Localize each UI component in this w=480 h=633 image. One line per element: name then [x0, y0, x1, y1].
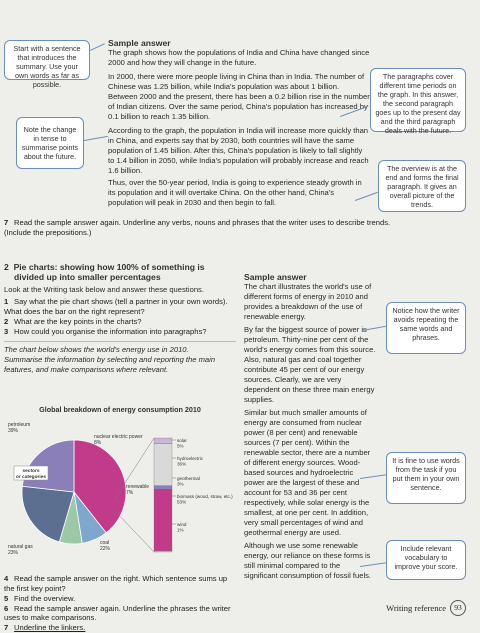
footer-label: Writing reference — [386, 603, 446, 613]
writing-task — [4, 341, 236, 375]
tip-note-text: Start with a sentence that introduces the summary. Use your own words as far as possible. — [13, 44, 81, 89]
question-text: Read the sample answer again. Underline the phrases the writer uses to make comparisons. — [4, 603, 231, 623]
pie-slice-label: petroleum — [8, 422, 31, 428]
question-item — [4, 594, 236, 604]
bar-segment — [154, 438, 172, 444]
pie-slice-label: coal — [100, 540, 110, 546]
pie-chart-figure — [4, 402, 236, 572]
sample-answer-heading: Sample answer — [108, 38, 171, 48]
bar-segment-value: 3% — [177, 481, 184, 487]
page-number: 93 — [454, 603, 462, 612]
question-text: Underline the linkers. — [14, 623, 86, 633]
sample-answer-paragraph: According to the graph, the population in India will increase more quickly than in China, and experts say that by 2030, both countries will have the same population of 1.45 billion. After this, China's population is likely to fall slightly to 1.4 billion in 2050, while India's population will probably increase and reach 1.6 billion. — [108, 126, 369, 176]
page-footer — [386, 600, 466, 616]
tip-note-text: Notice how the writer avoids repeating the same words and phrases. — [392, 306, 460, 342]
sample-answer-paragraph: Although we use some renewable energy, our reliance on these forms is still minimal compared to the significant consumption of fossil fuels. — [244, 541, 372, 581]
question-7-top — [4, 218, 394, 238]
bar-segment-label: biomass (wood, straw, etc.) — [177, 494, 233, 499]
bar-segment — [154, 444, 172, 486]
bar-segment-label: geothermal — [177, 476, 200, 481]
bar-connector — [114, 510, 154, 552]
pie-slice-label: natural gas — [8, 544, 33, 550]
question-list — [4, 297, 236, 336]
tip-note-avoid-repetition — [386, 302, 466, 354]
tip-note-use-task-words — [386, 452, 466, 504]
writing-task-line: Summarise the information by selecting and reporting the main features, and make comparisons where relevant. — [4, 355, 216, 375]
bar-segment-label: solar — [177, 438, 187, 443]
question-number: 5 — [4, 593, 9, 603]
bar-segment — [154, 486, 172, 489]
question-text: Read the sample answer on the right. Which sentence sums up the first key point? — [4, 574, 228, 593]
section-intro: Look at the Writing task below and answer these questions. — [4, 285, 204, 294]
question-item — [4, 297, 236, 317]
chart-title: Global breakdown of energy consumption 2010 — [39, 405, 201, 414]
page-number-badge — [450, 600, 466, 616]
section-2 — [4, 262, 236, 376]
tip-note-relevant-vocabulary — [386, 540, 466, 580]
pie-slice-value: 7% — [126, 490, 134, 496]
bar-segment-value: 5% — [177, 443, 184, 449]
pie-slice-value: 39% — [8, 428, 19, 434]
sectors-label: or categories — [15, 475, 47, 480]
question-number: 3 — [4, 326, 9, 336]
tip-note-overview — [378, 160, 466, 212]
section-number: 2 — [4, 262, 9, 272]
question-text: Say what the pie chart shows (tell a partner in your own words). What does the bar on the right represent? — [4, 297, 228, 316]
sample-answer-paragraph: In 2000, there were more people living in China than in India. The number of Chinese was 1.25 billion, while India's population was about 1 billion. Between 2000 and the present, there has been a 0.2 billion rise in the number of Indian citizens. Over the same period, China's population has increased by 0.1 billion to reach 1.35 billion. — [108, 72, 370, 122]
bar-segment — [154, 489, 172, 551]
connector-line — [90, 43, 105, 51]
writing-task-line: The chart below shows the world's energy use in 2010. — [4, 345, 189, 355]
connector-line — [84, 136, 108, 141]
chart-svg — [4, 402, 236, 572]
bar-segment-value: 53% — [177, 499, 187, 505]
tip-note-time-periods — [370, 68, 466, 135]
sample-answer-paragraph: The chart illustrates the world's use of different forms of energy in 2010 and provides a breakdown of the use of renewable energy. — [244, 282, 372, 322]
section-title — [4, 262, 236, 282]
question-number: 6 — [4, 603, 9, 613]
sample-answer-paragraph: Similar but much smaller amounts of energy are consumed from nuclear power (8 per cent) and renewable sources (7 per cent). Within the renewable sector, there are a number of different energy sources. Wood-based sources and hydroelectric power are the largest of these and account for 53 and 36 per cent respectively, while solar energy is the smallest, at one per cent. In addition, very small percentages of wind and geothermal energy are used. — [244, 408, 371, 538]
question-text: Read the sample answer again. Underline any verbs, nouns and phrases that the writer uses to describe trends. (Include the prepositions.) — [4, 218, 391, 237]
question-number: 4 — [4, 574, 9, 583]
tip-note-text: It is fine to use words from the task if you put them in your own sentence. — [392, 456, 460, 492]
question-number: 2 — [4, 316, 9, 326]
pie-slice-value: 23% — [8, 550, 19, 556]
sample-answer-heading: Sample answer — [244, 272, 307, 282]
question-number: 7 — [4, 218, 9, 227]
pie-slice-label: renewable — [126, 484, 150, 490]
tip-note-tense-change — [16, 117, 84, 169]
question-item — [4, 327, 236, 337]
question-list-lower — [4, 574, 236, 633]
question-number: 1 — [4, 297, 9, 307]
pie-slice-label: nuclear electric power — [94, 434, 143, 440]
pie-slice-value: 22% — [100, 546, 111, 552]
sample-answer-paragraph: Thus, over the 50-year period, India is going to experience steady growth in its population and it will overtake China. On the other hand, China's population will peak in 2030 and then begin to fall. — [108, 178, 362, 208]
bar-segment — [154, 551, 172, 552]
tip-note-text: The paragraphs cover different time periods on the graph. In this answer, the second paragraph goes up to the present day and the third paragraph deals with the future. — [375, 72, 461, 135]
tip-note-introduce-summary — [4, 40, 90, 89]
section-title-line: divided up into smaller percentages — [14, 272, 161, 282]
bar-segment-label: hydroelectric — [177, 456, 204, 461]
sample-answer-paragraph: The graph shows how the populations of India and China have changed since 2000 and how they will change in the future. — [108, 48, 370, 68]
tip-note-text: Include relevant vocabulary to improve your score. — [394, 544, 458, 571]
sample-answer-top — [108, 38, 370, 208]
bar-segment-label: wind — [177, 522, 187, 527]
question-item — [4, 317, 236, 327]
question-number: 7 — [4, 623, 9, 633]
question-item — [4, 604, 236, 624]
bar-segment-value: 36% — [177, 461, 187, 467]
question-item — [4, 574, 236, 594]
question-text: What are the key points in the charts? — [14, 316, 142, 326]
pie-slice-value: 8% — [94, 440, 102, 446]
sample-answer-right — [244, 272, 376, 581]
question-text: Find the overview. — [14, 593, 76, 603]
section-title-line: Pie charts: showing how 100% of something is — [13, 262, 205, 272]
tip-note-text: Note the change in tense to summarise points about the future. — [21, 125, 79, 161]
sectors-label: sectors — [22, 469, 40, 474]
sample-answer-paragraph: By far the biggest source of power is petroleum. Thirty-nine per cent of the world's energy comes from this source. Also, natural gas and coal together contribute 45 per cent of our energy sources. Clearly, we are very dependent on these three main energy supplies. — [244, 325, 376, 405]
bar-segment-value: 1% — [177, 527, 184, 533]
tip-note-text: The overview is at the end and forms the final paragraph. It gives an overall picture of the trends. — [385, 164, 459, 209]
question-text: How could you organise the information into paragraphs? — [14, 326, 207, 336]
